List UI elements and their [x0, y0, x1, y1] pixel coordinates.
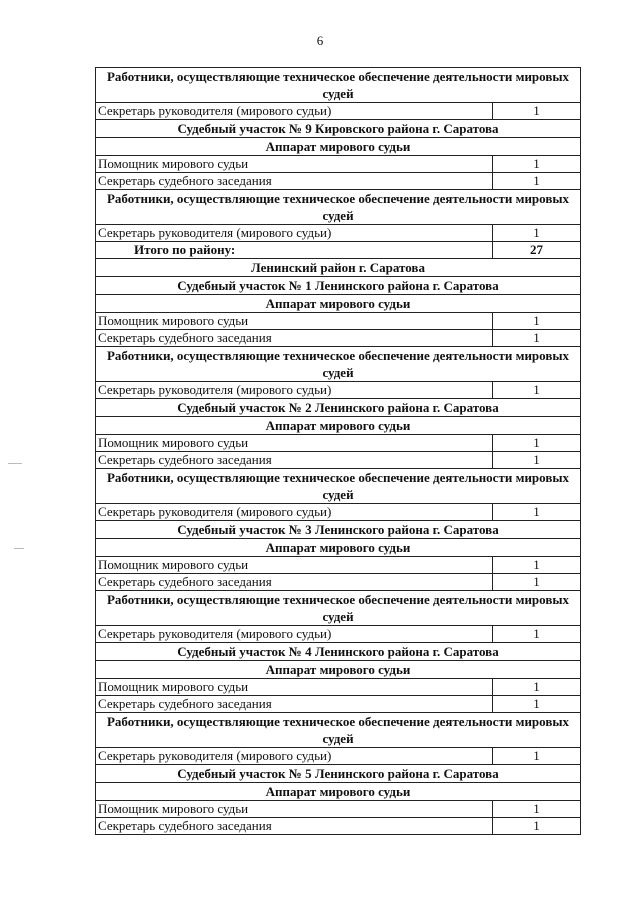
position-row: [96, 330, 581, 347]
section-header-row: [96, 295, 581, 313]
section-header: Судебный участок № 1 Ленинского района г. Саратова: [96, 277, 581, 295]
position-label: Секретарь руководителя (мирового судьи): [96, 504, 493, 521]
section-header-row: [96, 469, 581, 504]
section-header: Ленинский район г. Саратова: [96, 259, 581, 277]
position-row: [96, 801, 581, 818]
section-header: Аппарат мирового судьи: [96, 138, 581, 156]
position-row: [96, 173, 581, 190]
position-count: 1: [492, 574, 580, 591]
position-row: [96, 696, 581, 713]
position-row: [96, 103, 581, 120]
section-header-row: [96, 259, 581, 277]
section-header-row: [96, 783, 581, 801]
position-row: [96, 574, 581, 591]
section-header-row: [96, 713, 581, 748]
section-header-row: [96, 277, 581, 295]
position-count: 1: [492, 679, 580, 696]
total-label: Итого по району:: [96, 242, 493, 259]
position-label: Помощник мирового судьи: [96, 435, 493, 452]
section-header-row: [96, 399, 581, 417]
section-header-row: [96, 765, 581, 783]
position-row: [96, 504, 581, 521]
position-count: 1: [492, 748, 580, 765]
position-row: [96, 156, 581, 173]
section-header: Судебный участок № 5 Ленинского района г. Саратова: [96, 765, 581, 783]
position-label: Секретарь судебного заседания: [96, 818, 493, 835]
position-row: [96, 679, 581, 696]
section-header: Работники, осуществляющие техническое обеспечение деятельности мировых судей: [96, 469, 581, 504]
section-header-row: [96, 417, 581, 435]
position-count: 1: [492, 696, 580, 713]
page-number: 6: [316, 33, 324, 48]
position-count: 1: [492, 452, 580, 469]
position-label: Секретарь руководителя (мирового судьи): [96, 225, 493, 242]
section-header: Работники, осуществляющие техническое обеспечение деятельности мировых судей: [96, 190, 581, 225]
section-header: Аппарат мирового судьи: [96, 417, 581, 435]
position-label: Секретарь руководителя (мирового судьи): [96, 626, 493, 643]
section-header: Аппарат мирового судьи: [96, 661, 581, 679]
position-row: [96, 626, 581, 643]
position-count: 1: [492, 557, 580, 574]
section-header: Работники, осуществляющие техническое обеспечение деятельности мировых судей: [96, 68, 581, 103]
scan-artifact: [8, 463, 22, 464]
section-header: Аппарат мирового судьи: [96, 783, 581, 801]
section-header: Работники, осуществляющие техническое обеспечение деятельности мировых судей: [96, 713, 581, 748]
position-row: [96, 225, 581, 242]
section-header: Судебный участок № 3 Ленинского района г. Саратова: [96, 521, 581, 539]
section-header: Аппарат мирового судьи: [96, 295, 581, 313]
staff-table: [95, 67, 581, 835]
section-header: Судебный участок № 9 Кировского района г. Саратова: [96, 120, 581, 138]
section-header-row: [96, 539, 581, 557]
position-label: Секретарь руководителя (мирового судьи): [96, 382, 493, 399]
section-header: Работники, осуществляющие техническое обеспечение деятельности мировых судей: [96, 591, 581, 626]
position-label: Секретарь руководителя (мирового судьи): [96, 748, 493, 765]
position-count: 1: [492, 818, 580, 835]
position-row: [96, 748, 581, 765]
position-row: [96, 382, 581, 399]
position-count: 1: [492, 504, 580, 521]
section-header-row: [96, 661, 581, 679]
section-header-row: [96, 643, 581, 661]
position-count: 1: [492, 801, 580, 818]
section-header-row: [96, 68, 581, 103]
position-count: 1: [492, 435, 580, 452]
position-label: Помощник мирового судьи: [96, 801, 493, 818]
position-label: Секретарь судебного заседания: [96, 330, 493, 347]
position-row: [96, 557, 581, 574]
position-count: 1: [492, 156, 580, 173]
section-header-row: [96, 138, 581, 156]
section-header-row: [96, 591, 581, 626]
position-label: Помощник мирового судьи: [96, 557, 493, 574]
total-value: 27: [492, 242, 580, 259]
total-row: [96, 242, 581, 259]
position-label: Секретарь судебного заседания: [96, 173, 493, 190]
position-label: Секретарь руководителя (мирового судьи): [96, 103, 493, 120]
position-row: [96, 435, 581, 452]
position-count: 1: [492, 173, 580, 190]
section-header-row: [96, 190, 581, 225]
position-label: Секретарь судебного заседания: [96, 574, 493, 591]
position-label: Помощник мирового судьи: [96, 156, 493, 173]
section-header-row: [96, 120, 581, 138]
position-label: Помощник мирового судьи: [96, 679, 493, 696]
position-count: 1: [492, 103, 580, 120]
position-count: 1: [492, 626, 580, 643]
position-label: Секретарь судебного заседания: [96, 696, 493, 713]
position-row: [96, 818, 581, 835]
position-count: 1: [492, 225, 580, 242]
position-count: 1: [492, 382, 580, 399]
position-label: Помощник мирового судьи: [96, 313, 493, 330]
section-header: Аппарат мирового судьи: [96, 539, 581, 557]
scan-artifact: [14, 548, 24, 549]
position-row: [96, 452, 581, 469]
section-header: Судебный участок № 4 Ленинского района г. Саратова: [96, 643, 581, 661]
position-count: 1: [492, 330, 580, 347]
position-label: Секретарь судебного заседания: [96, 452, 493, 469]
section-header: Работники, осуществляющие техническое обеспечение деятельности мировых судей: [96, 347, 581, 382]
position-row: [96, 313, 581, 330]
section-header-row: [96, 521, 581, 539]
position-count: 1: [492, 313, 580, 330]
section-header: Судебный участок № 2 Ленинского района г. Саратова: [96, 399, 581, 417]
section-header-row: [96, 347, 581, 382]
